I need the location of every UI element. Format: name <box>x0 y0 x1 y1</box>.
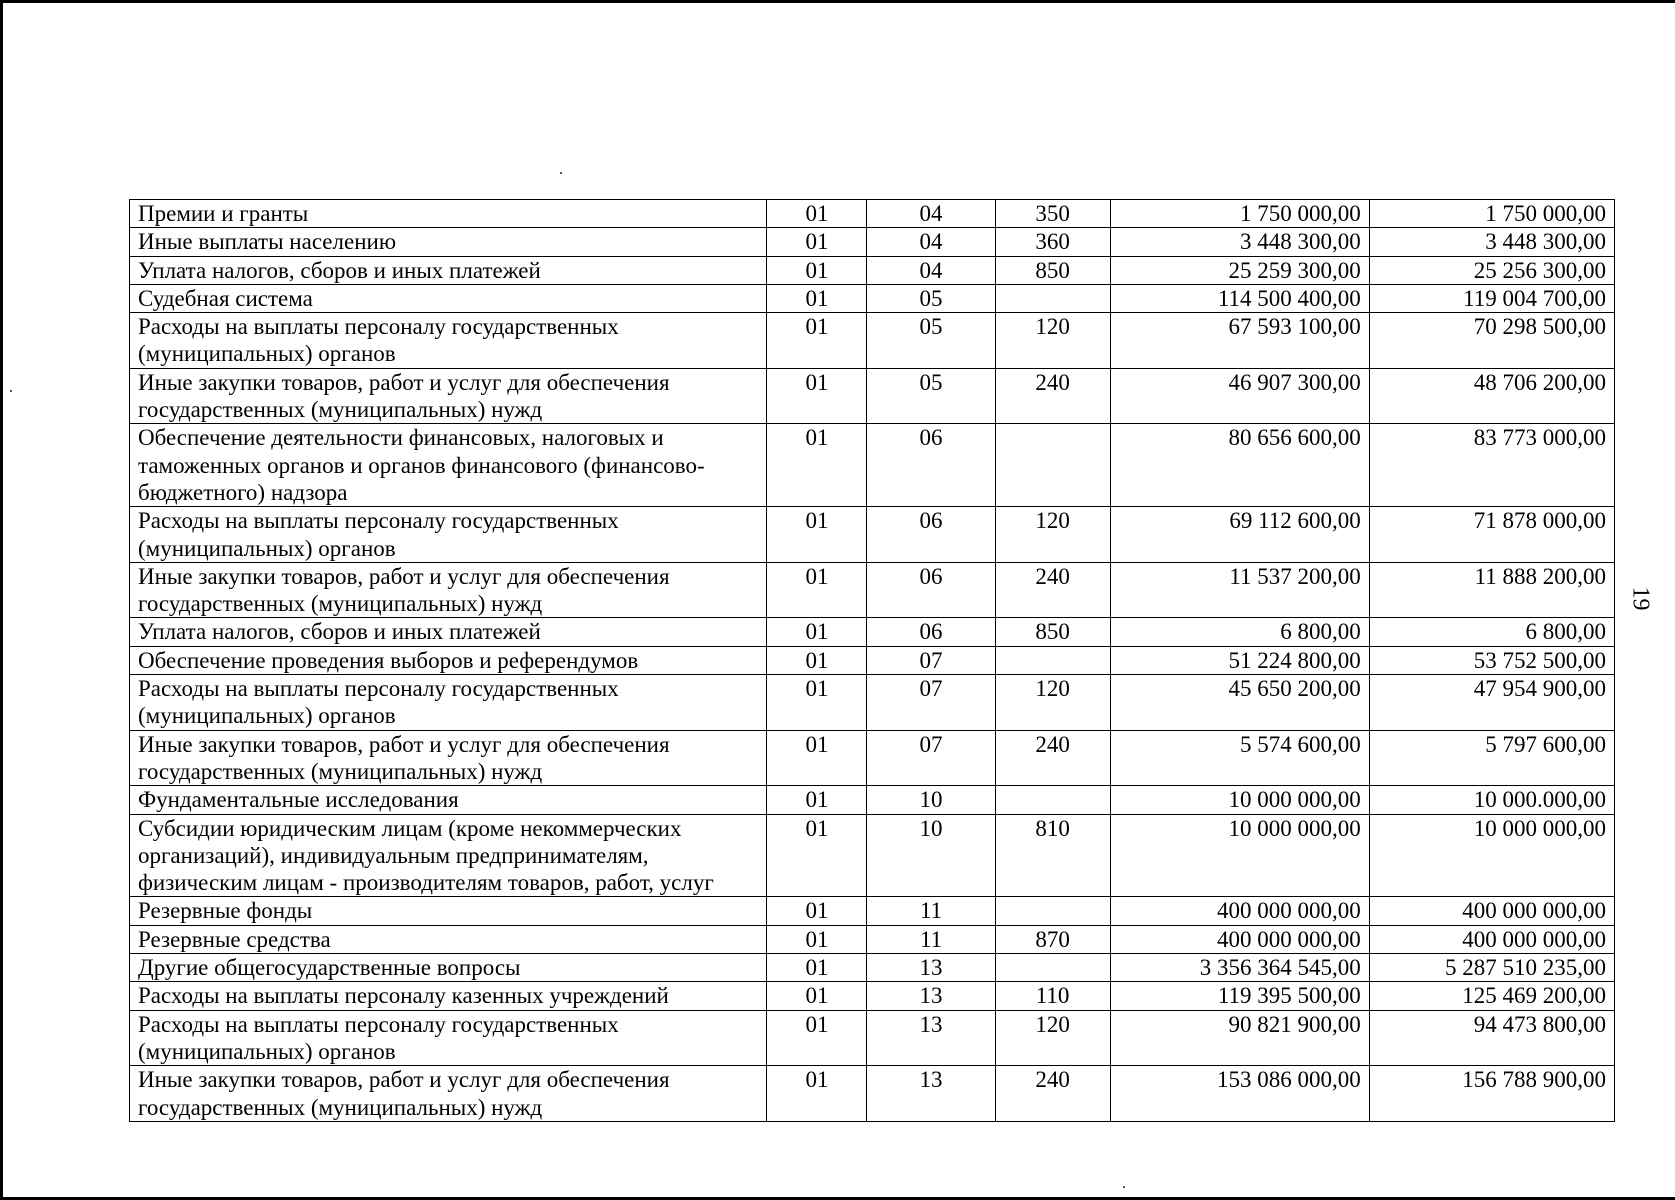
subsection-code-cell: 04 <box>867 200 995 228</box>
section-code-cell: 01 <box>767 200 867 228</box>
subsection-code-cell: 04 <box>867 256 995 284</box>
table-row <box>130 507 1615 563</box>
expense-type-code-cell: 870 <box>995 925 1110 953</box>
section-code-cell: 01 <box>767 256 867 284</box>
expense-type-code-cell: 240 <box>995 368 1110 424</box>
amount-second-year-cell: 5 287 510 235,00 <box>1369 954 1614 982</box>
amount-second-year-cell: 5 797 600,00 <box>1369 730 1614 786</box>
section-code-cell: 01 <box>767 925 867 953</box>
subsection-code-cell: 05 <box>867 313 995 369</box>
subsection-code-cell: 07 <box>867 675 995 731</box>
expense-name-cell: Премии и гранты <box>130 200 767 228</box>
amount-first-year-cell: 51 224 800,00 <box>1110 646 1369 674</box>
amount-first-year-cell: 11 537 200,00 <box>1110 562 1369 618</box>
table-row <box>130 1010 1615 1066</box>
amount-first-year-cell: 5 574 600,00 <box>1110 730 1369 786</box>
expense-type-code-cell <box>995 284 1110 312</box>
section-code-cell: 01 <box>767 814 867 897</box>
section-code-cell: 01 <box>767 368 867 424</box>
expense-name-cell: Фундаментальные исследования <box>130 786 767 814</box>
expense-name-cell: Иные закупки товаров, работ и услуг для обеспечения государственных (муниципальных) нужд <box>130 1066 767 1122</box>
expense-type-code-cell: 120 <box>995 313 1110 369</box>
amount-first-year-cell: 3 448 300,00 <box>1110 228 1369 256</box>
amount-second-year-cell: 3 448 300,00 <box>1369 228 1614 256</box>
subsection-code-cell: 13 <box>867 982 995 1010</box>
table-row <box>130 424 1615 507</box>
amount-second-year-cell: 48 706 200,00 <box>1369 368 1614 424</box>
expense-type-code-cell <box>995 897 1110 925</box>
expense-type-code-cell <box>995 786 1110 814</box>
table-row <box>130 284 1615 312</box>
table-row <box>130 675 1615 731</box>
expense-name-cell: Уплата налогов, сборов и иных платежей <box>130 256 767 284</box>
table-row <box>130 200 1615 228</box>
table-row <box>130 313 1615 369</box>
expense-type-code-cell: 120 <box>995 507 1110 563</box>
subsection-code-cell: 04 <box>867 228 995 256</box>
amount-first-year-cell: 10 000 000,00 <box>1110 786 1369 814</box>
amount-first-year-cell: 119 395 500,00 <box>1110 982 1369 1010</box>
expense-name-cell: Иные закупки товаров, работ и услуг для обеспечения государственных (муниципальных) нужд <box>130 730 767 786</box>
subsection-code-cell: 10 <box>867 786 995 814</box>
expense-name-cell: Резервные фонды <box>130 897 767 925</box>
section-code-cell: 01 <box>767 982 867 1010</box>
table-row <box>130 786 1615 814</box>
expense-name-cell: Расходы на выплаты персоналу государственных (муниципальных) органов <box>130 313 767 369</box>
amount-second-year-cell: 25 256 300,00 <box>1369 256 1614 284</box>
expense-type-code-cell: 350 <box>995 200 1110 228</box>
expense-type-code-cell: 110 <box>995 982 1110 1010</box>
budget-table <box>129 199 1615 1122</box>
expense-name-cell: Иные закупки товаров, работ и услуг для обеспечения государственных (муниципальных) нужд <box>130 368 767 424</box>
amount-second-year-cell: 6 800,00 <box>1369 618 1614 646</box>
table-row <box>130 730 1615 786</box>
subsection-code-cell: 11 <box>867 925 995 953</box>
amount-first-year-cell: 67 593 100,00 <box>1110 313 1369 369</box>
expense-name-cell: Иные закупки товаров, работ и услуг для обеспечения государственных (муниципальных) нужд <box>130 562 767 618</box>
amount-first-year-cell: 1 750 000,00 <box>1110 200 1369 228</box>
amount-first-year-cell: 45 650 200,00 <box>1110 675 1369 731</box>
expense-name-cell: Расходы на выплаты персоналу казенных учреждений <box>130 982 767 1010</box>
amount-second-year-cell: 11 888 200,00 <box>1369 562 1614 618</box>
table-row <box>130 228 1615 256</box>
subsection-code-cell: 07 <box>867 646 995 674</box>
subsection-code-cell: 06 <box>867 562 995 618</box>
amount-second-year-cell: 119 004 700,00 <box>1369 284 1614 312</box>
amount-first-year-cell: 114 500 400,00 <box>1110 284 1369 312</box>
expense-type-code-cell: 810 <box>995 814 1110 897</box>
table-row <box>130 618 1615 646</box>
amount-second-year-cell: 53 752 500,00 <box>1369 646 1614 674</box>
amount-first-year-cell: 400 000 000,00 <box>1110 897 1369 925</box>
amount-second-year-cell: 156 788 900,00 <box>1369 1066 1614 1122</box>
section-code-cell: 01 <box>767 507 867 563</box>
amount-first-year-cell: 6 800,00 <box>1110 618 1369 646</box>
subsection-code-cell: 11 <box>867 897 995 925</box>
section-code-cell: 01 <box>767 897 867 925</box>
table-row <box>130 982 1615 1010</box>
expense-name-cell: Расходы на выплаты персоналу государственных (муниципальных) органов <box>130 1010 767 1066</box>
table-row <box>130 562 1615 618</box>
budget-table-body <box>130 200 1615 1122</box>
table-row <box>130 954 1615 982</box>
section-code-cell: 01 <box>767 1066 867 1122</box>
expense-name-cell: Судебная система <box>130 284 767 312</box>
subsection-code-cell: 13 <box>867 954 995 982</box>
amount-second-year-cell: 10 000 000,00 <box>1369 814 1614 897</box>
section-code-cell: 01 <box>767 228 867 256</box>
section-code-cell: 01 <box>767 675 867 731</box>
subsection-code-cell: 13 <box>867 1010 995 1066</box>
table-row <box>130 256 1615 284</box>
expense-type-code-cell <box>995 424 1110 507</box>
expense-type-code-cell: 240 <box>995 730 1110 786</box>
scan-speck <box>560 172 562 174</box>
expense-type-code-cell: 120 <box>995 675 1110 731</box>
section-code-cell: 01 <box>767 646 867 674</box>
section-code-cell: 01 <box>767 284 867 312</box>
amount-second-year-cell: 71 878 000,00 <box>1369 507 1614 563</box>
page-number: 19 <box>1627 586 1654 611</box>
subsection-code-cell: 10 <box>867 814 995 897</box>
section-code-cell: 01 <box>767 562 867 618</box>
amount-second-year-cell: 125 469 200,00 <box>1369 982 1614 1010</box>
table-row <box>130 925 1615 953</box>
table-row <box>130 646 1615 674</box>
expense-type-code-cell: 120 <box>995 1010 1110 1066</box>
table-row <box>130 368 1615 424</box>
expense-name-cell: Уплата налогов, сборов и иных платежей <box>130 618 767 646</box>
section-code-cell: 01 <box>767 313 867 369</box>
scan-speck <box>10 390 12 392</box>
subsection-code-cell: 05 <box>867 284 995 312</box>
subsection-code-cell: 05 <box>867 368 995 424</box>
amount-first-year-cell: 69 112 600,00 <box>1110 507 1369 563</box>
expense-name-cell: Другие общегосударственные вопросы <box>130 954 767 982</box>
amount-first-year-cell: 90 821 900,00 <box>1110 1010 1369 1066</box>
section-code-cell: 01 <box>767 786 867 814</box>
amount-second-year-cell: 400 000 000,00 <box>1369 897 1614 925</box>
subsection-code-cell: 07 <box>867 730 995 786</box>
table-row <box>130 1066 1615 1122</box>
expense-type-code-cell: 360 <box>995 228 1110 256</box>
expense-name-cell: Резервные средства <box>130 925 767 953</box>
expense-name-cell: Обеспечение проведения выборов и референдумов <box>130 646 767 674</box>
subsection-code-cell: 06 <box>867 507 995 563</box>
expense-type-code-cell <box>995 646 1110 674</box>
amount-second-year-cell: 83 773 000,00 <box>1369 424 1614 507</box>
amount-second-year-cell: 1 750 000,00 <box>1369 200 1614 228</box>
amount-second-year-cell: 400 000 000,00 <box>1369 925 1614 953</box>
amount-second-year-cell: 70 298 500,00 <box>1369 313 1614 369</box>
expense-name-cell: Субсидии юридическим лицам (кроме некоммерческих организаций), индивидуальным предпринимателям, физическим лицам - производителям товаров, работ, услуг <box>130 814 767 897</box>
scan-speck <box>1123 1186 1125 1188</box>
subsection-code-cell: 06 <box>867 618 995 646</box>
expense-name-cell: Иные выплаты населению <box>130 228 767 256</box>
subsection-code-cell: 06 <box>867 424 995 507</box>
amount-first-year-cell: 25 259 300,00 <box>1110 256 1369 284</box>
amount-first-year-cell: 10 000 000,00 <box>1110 814 1369 897</box>
amount-first-year-cell: 80 656 600,00 <box>1110 424 1369 507</box>
expense-name-cell: Обеспечение деятельности финансовых, налоговых и таможенных органов и органов финансового (финансово-бюджетного) надзора <box>130 424 767 507</box>
amount-second-year-cell: 47 954 900,00 <box>1369 675 1614 731</box>
amount-second-year-cell: 10 000.000,00 <box>1369 786 1614 814</box>
section-code-cell: 01 <box>767 618 867 646</box>
amount-first-year-cell: 153 086 000,00 <box>1110 1066 1369 1122</box>
section-code-cell: 01 <box>767 1010 867 1066</box>
expense-type-code-cell: 850 <box>995 256 1110 284</box>
table-row <box>130 814 1615 897</box>
table-row <box>130 897 1615 925</box>
section-code-cell: 01 <box>767 730 867 786</box>
expense-name-cell: Расходы на выплаты персоналу государственных (муниципальных) органов <box>130 507 767 563</box>
expense-name-cell: Расходы на выплаты персоналу государственных (муниципальных) органов <box>130 675 767 731</box>
section-code-cell: 01 <box>767 954 867 982</box>
section-code-cell: 01 <box>767 424 867 507</box>
subsection-code-cell: 13 <box>867 1066 995 1122</box>
expense-type-code-cell <box>995 954 1110 982</box>
amount-first-year-cell: 3 356 364 545,00 <box>1110 954 1369 982</box>
amount-first-year-cell: 400 000 000,00 <box>1110 925 1369 953</box>
amount-second-year-cell: 94 473 800,00 <box>1369 1010 1614 1066</box>
expense-type-code-cell: 240 <box>995 562 1110 618</box>
amount-first-year-cell: 46 907 300,00 <box>1110 368 1369 424</box>
expense-type-code-cell: 240 <box>995 1066 1110 1122</box>
expense-type-code-cell: 850 <box>995 618 1110 646</box>
